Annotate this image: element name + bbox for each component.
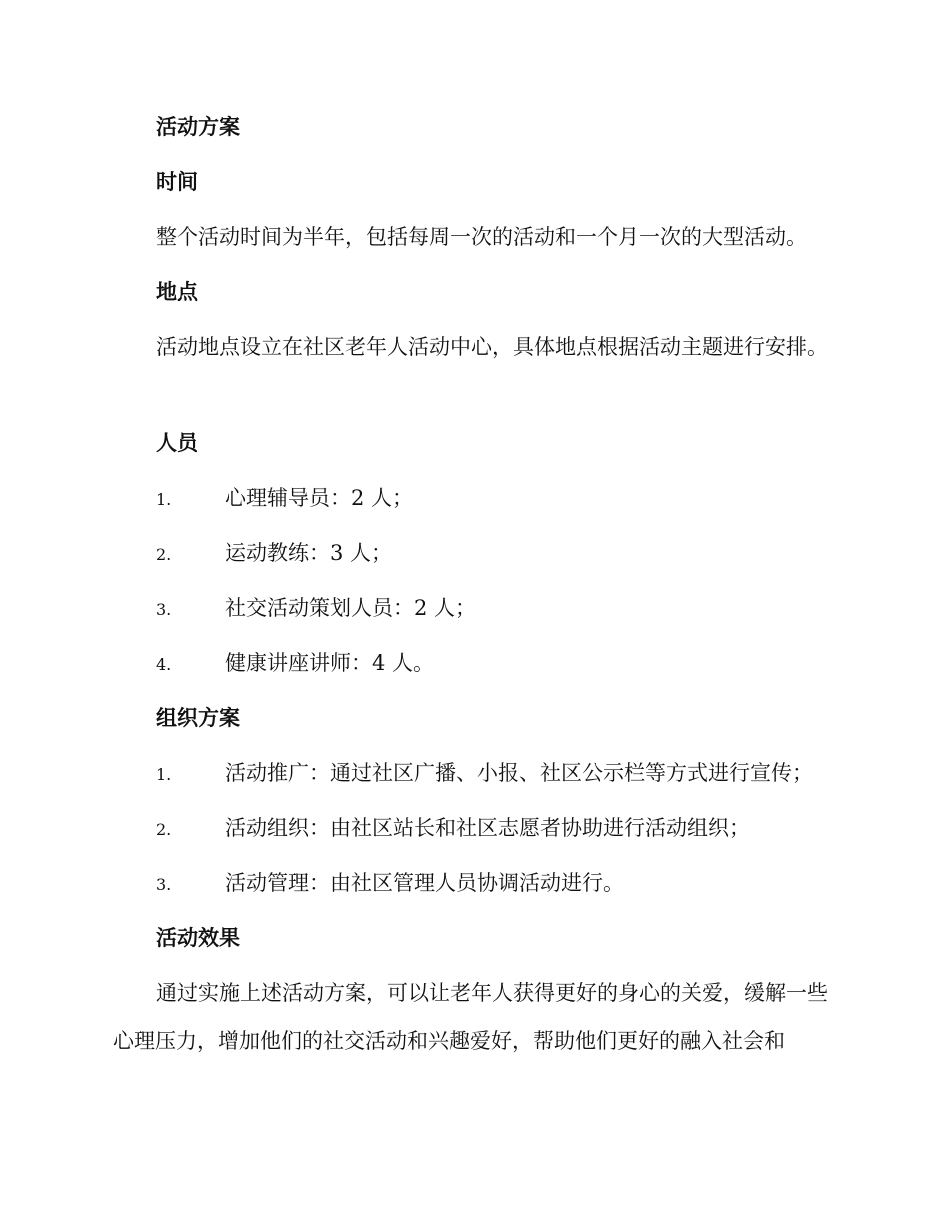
list-item-text: 社交活动策划人员：2 人；	[225, 596, 477, 620]
list-item-number: 4.	[156, 655, 172, 674]
list-item-number: 2.	[156, 545, 172, 564]
section-heading-effect: 活动效果	[156, 925, 240, 950]
list-item-number: 3.	[156, 875, 172, 894]
list-item-text: 心理辅导员：2 人；	[225, 486, 414, 510]
list-item	[156, 594, 476, 624]
list-item-number: 1.	[156, 765, 172, 784]
list-item	[156, 869, 624, 899]
list-item-number: 3.	[156, 600, 172, 619]
list-item-text: 健康讲座讲师：4 人。	[225, 651, 435, 675]
list-item	[156, 814, 750, 844]
paragraph-place: 活动地点设立在社区老年人活动中心，具体地点根据活动主题进行安排。	[156, 335, 828, 359]
list-item	[156, 539, 392, 569]
document-title: 活动方案	[156, 114, 240, 139]
list-item-text: 活动组织：由社区站长和社区志愿者协助进行活动组织；	[225, 816, 750, 840]
list-item	[156, 759, 813, 789]
list-item-number: 2.	[156, 820, 172, 839]
list-item	[156, 484, 413, 514]
list-item-text: 运动教练：3 人；	[225, 541, 393, 565]
section-heading-time: 时间	[156, 169, 198, 194]
paragraph-time: 整个活动时间为半年，包括每周一次的活动和一个月一次的大型活动。	[156, 225, 807, 249]
list-item-text: 活动管理：由社区管理人员协调活动进行。	[225, 871, 624, 895]
list-item	[156, 649, 434, 679]
section-heading-place: 地点	[156, 279, 198, 304]
paragraph-effect: 通过实施上述活动方案，可以让老年人获得更好的身心的关爱，缓解一些心理压力，增加他们的社交活动和兴趣爱好，帮助他们更好的融入社会和	[113, 981, 828, 1053]
section-heading-organization: 组织方案	[156, 705, 240, 730]
section-heading-staff: 人员	[156, 430, 198, 455]
list-item-number: 1.	[156, 490, 172, 509]
list-item-text: 活动推广：通过社区广播、小报、社区公示栏等方式进行宣传；	[225, 761, 813, 785]
